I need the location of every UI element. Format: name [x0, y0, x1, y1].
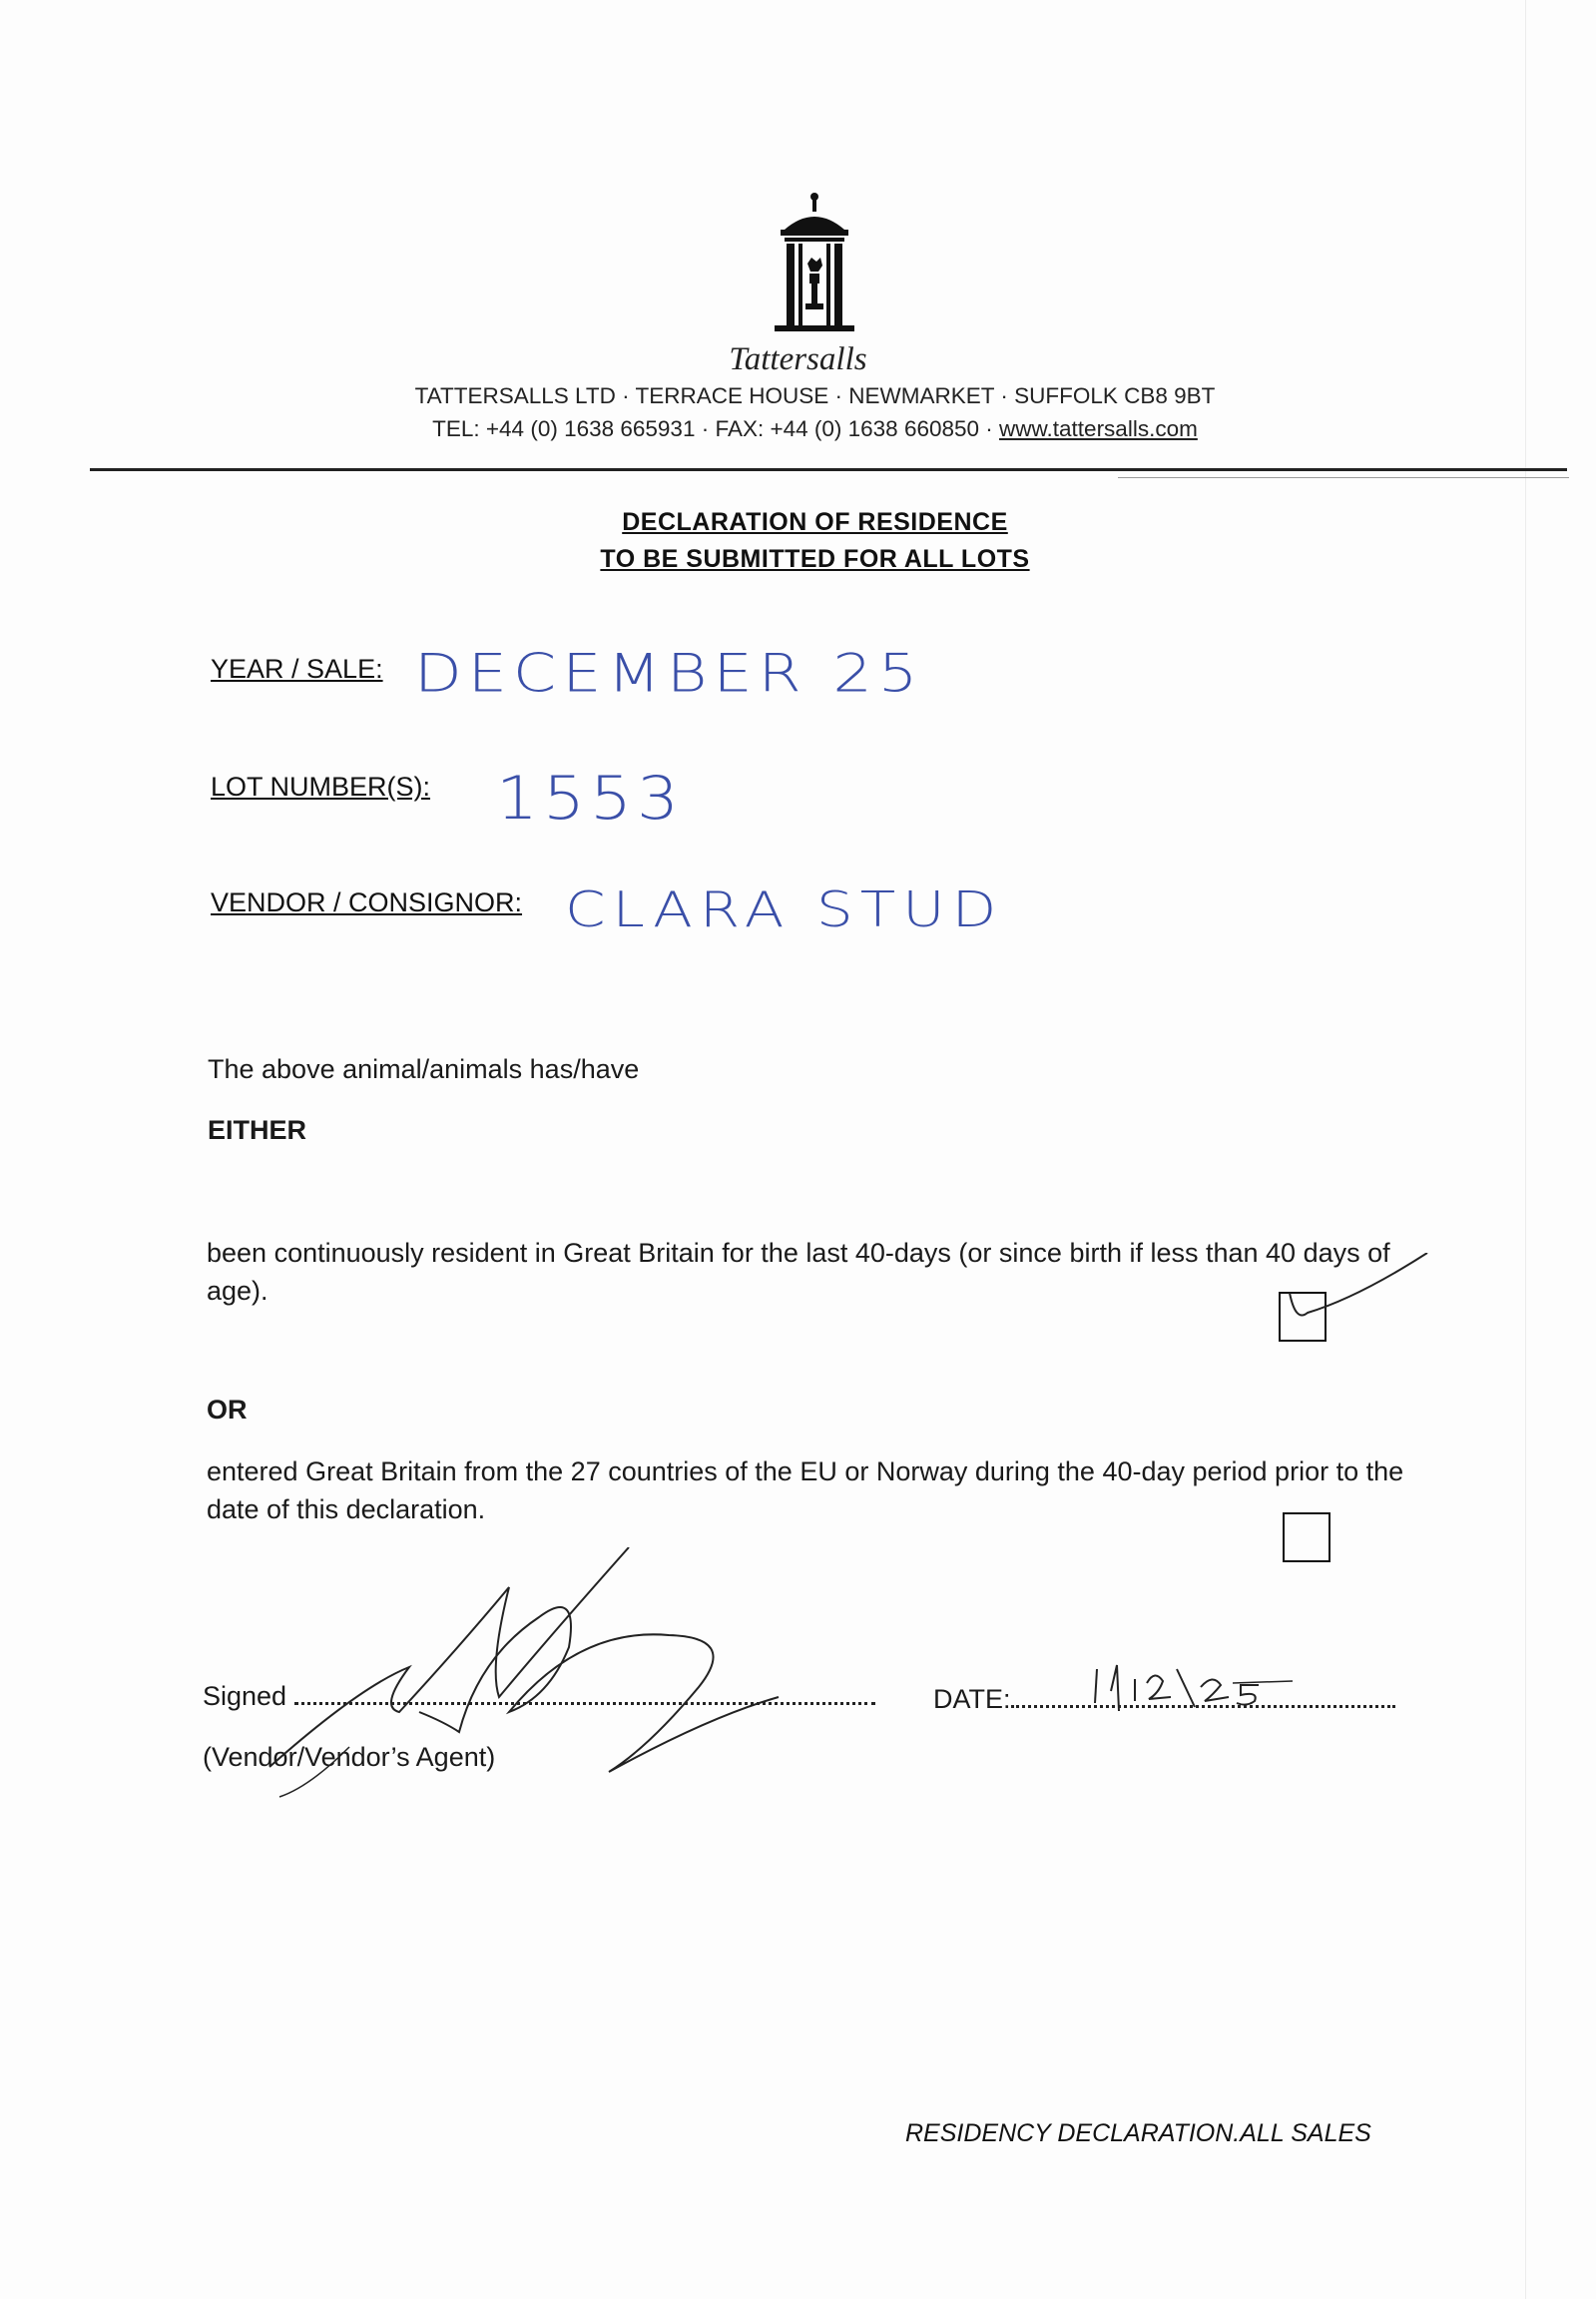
- option2-checkbox[interactable]: [1283, 1512, 1330, 1562]
- tattersalls-logo-icon: [765, 192, 864, 341]
- lot-numbers-label: LOT NUMBER(S):: [211, 772, 431, 802]
- contact-phone-fax: TEL: +44 (0) 1638 665931 · FAX: +44 (0) 1638 660850 ·: [432, 416, 1000, 441]
- signed-label: Signed: [203, 1681, 287, 1711]
- handwritten-signature: [250, 1547, 789, 1807]
- header-divider-thin: [1118, 477, 1569, 478]
- option1-text: been continuously resident in Great Britain for the last 40-days (or since birth if less than 40 days of age).: [207, 1238, 1390, 1306]
- vendor-consignor-label: VENDOR / CONSIGNOR:: [211, 887, 523, 917]
- year-sale-label: YEAR / SALE:: [211, 654, 383, 684]
- company-contact: [0, 416, 1596, 442]
- form-title: DECLARATION OF RESIDENCE: [622, 508, 1008, 536]
- declaration-intro: The above animal/animals has/have: [208, 1054, 640, 1084]
- company-address: TATTERSALLS LTD · TERRACE HOUSE · NEWMARKET · SUFFOLK CB8 9BT: [414, 383, 1216, 408]
- year-sale-field[interactable]: DECEMBER 25: [414, 642, 924, 705]
- option2-text: entered Great Britain from the 27 countries of the EU or Norway during the 40-day period prior to the date of this declaration.: [207, 1456, 1404, 1524]
- footer-reference: RESIDENCY DECLARATION.ALL SALES: [905, 2119, 1371, 2147]
- date-label: DATE:: [933, 1684, 1011, 1714]
- header-divider: [90, 468, 1567, 471]
- signer-role-label: (Vendor/Vendor’s Agent): [203, 1742, 496, 1772]
- vendor-consignor-field[interactable]: CLARA STUD: [565, 880, 1004, 938]
- form-subtitle: TO BE SUBMITTED FOR ALL LOTS: [600, 545, 1030, 573]
- company-website-link[interactable]: www.tattersalls.com: [999, 416, 1198, 441]
- handwritten-date: [1083, 1661, 1313, 1721]
- company-name: Tattersalls: [729, 341, 867, 377]
- lot-numbers-field[interactable]: 1553: [496, 764, 684, 834]
- checkmark-icon: [1268, 1253, 1447, 1353]
- or-label: OR: [207, 1395, 248, 1425]
- either-label: EITHER: [208, 1115, 307, 1145]
